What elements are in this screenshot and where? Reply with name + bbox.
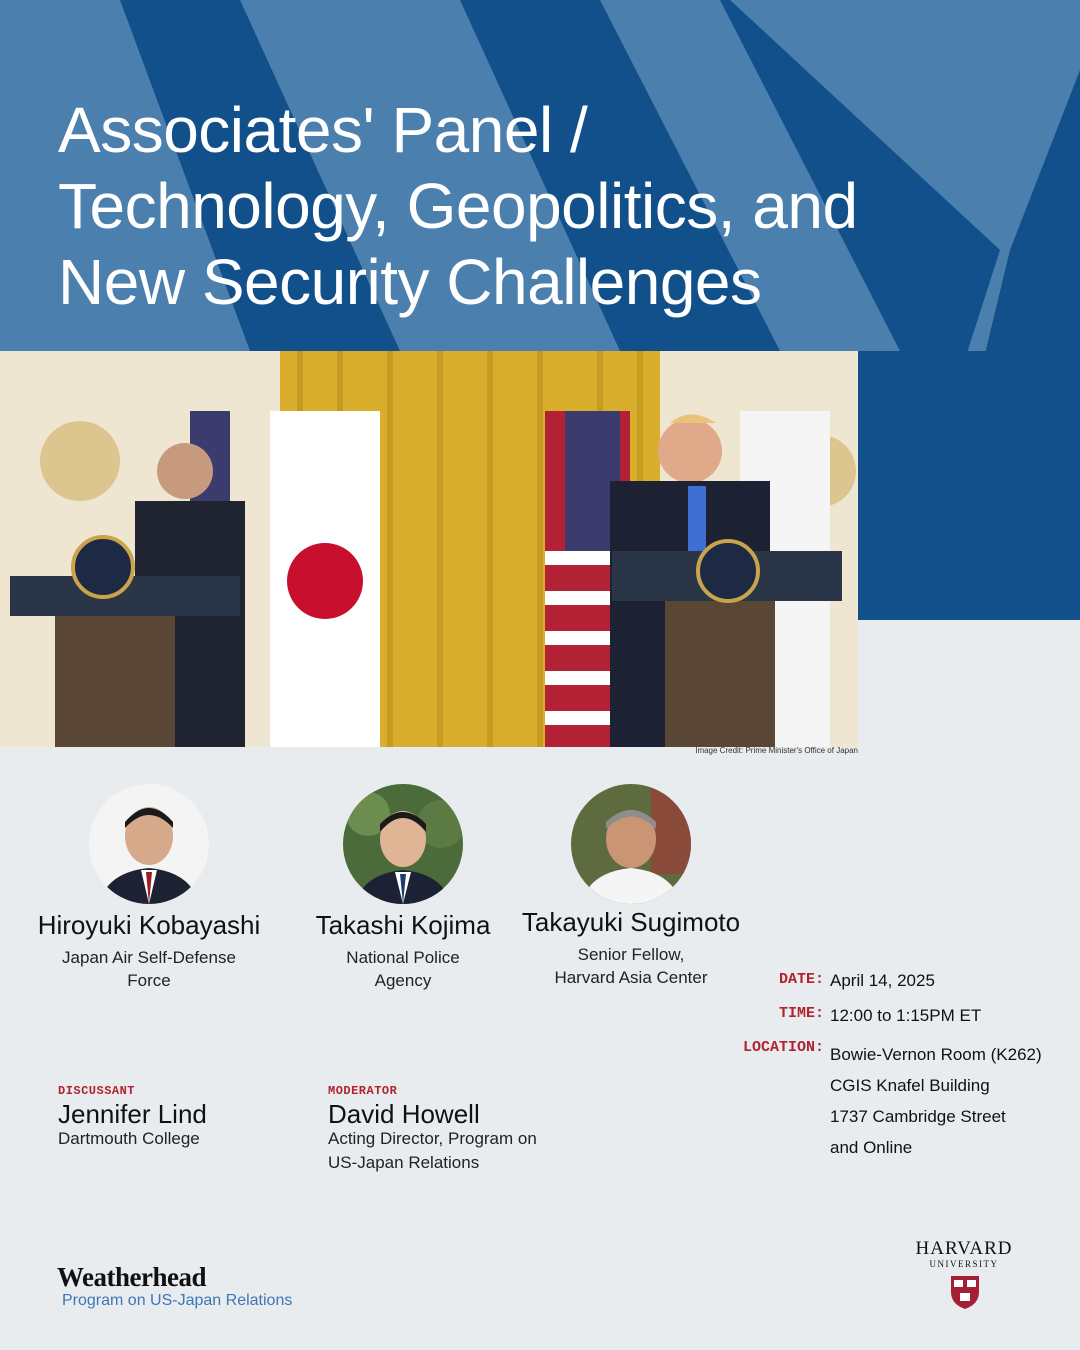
speaker-2-affiliation-line-2: Agency — [374, 971, 432, 990]
harvard-logo-subtitle: UNIVERSITY — [929, 1259, 999, 1269]
moderator-affiliation-line-2: US-Japan Relations — [328, 1153, 480, 1172]
location-value — [830, 1039, 1042, 1163]
moderator-name: David Howell — [328, 1099, 480, 1129]
location-label: LOCATION: — [742, 1039, 824, 1056]
speaker-2-avatar — [343, 784, 463, 904]
location-line-2: CGIS Knafel Building — [830, 1076, 990, 1095]
speaker-1-affiliation — [29, 946, 269, 992]
event-title-line-3: New Security Challenges — [58, 246, 762, 318]
event-title-line-2: Technology, Geopolitics, and — [58, 170, 858, 242]
location-line-1: Bowie-Vernon Room (K262) — [830, 1045, 1042, 1064]
discussant-affiliation: Dartmouth College — [58, 1129, 200, 1148]
date-value: April 14, 2025 — [830, 971, 935, 990]
press-conference-photo — [0, 351, 858, 747]
speaker-3-name: Takayuki Sugimoto — [521, 907, 741, 937]
speaker-1-name: Hiroyuki Kobayashi — [37, 910, 261, 940]
speaker-3-avatar — [571, 784, 691, 904]
speaker-1-affiliation-line-2: Force — [127, 971, 171, 990]
moderator-label: MODERATOR — [328, 1084, 398, 1098]
speaker-1-avatar — [89, 784, 209, 904]
location-line-4: and Online — [830, 1138, 913, 1157]
weatherhead-program-name: Program on US-Japan Relations — [62, 1292, 293, 1309]
time-label: TIME: — [778, 1005, 824, 1022]
speaker-2-affiliation — [283, 946, 523, 992]
location-line-3: 1737 Cambridge Street — [830, 1107, 1006, 1126]
harvard-logo: HARVARD — [915, 1238, 1013, 1259]
photo-credit: Image Credit: Prime Minister's Office of Japan — [695, 746, 858, 755]
event-title-line-1: Associates' Panel / — [58, 94, 588, 166]
speaker-2-name: Takashi Kojima — [315, 910, 491, 940]
moderator-affiliation — [328, 1127, 537, 1175]
date-label: DATE: — [778, 971, 824, 988]
speaker-3-affiliation-line-2: Harvard Asia Center — [554, 968, 708, 987]
weatherhead-logo: Weatherhead — [57, 1262, 206, 1292]
time-value: 12:00 to 1:15PM ET — [830, 1006, 982, 1025]
harvard-shield-icon — [949, 1274, 981, 1310]
speaker-1-affiliation-line-1: Japan Air Self-Defense — [62, 948, 236, 967]
speaker-3-affiliation-line-1: Senior Fellow, — [577, 945, 685, 964]
speaker-2-affiliation-line-1: National Police — [346, 948, 460, 967]
discussant-label: DISCUSSANT — [58, 1084, 136, 1098]
event-title — [58, 92, 1018, 320]
discussant-name: Jennifer Lind — [58, 1099, 207, 1129]
moderator-affiliation-line-1: Acting Director, Program on — [328, 1129, 537, 1148]
